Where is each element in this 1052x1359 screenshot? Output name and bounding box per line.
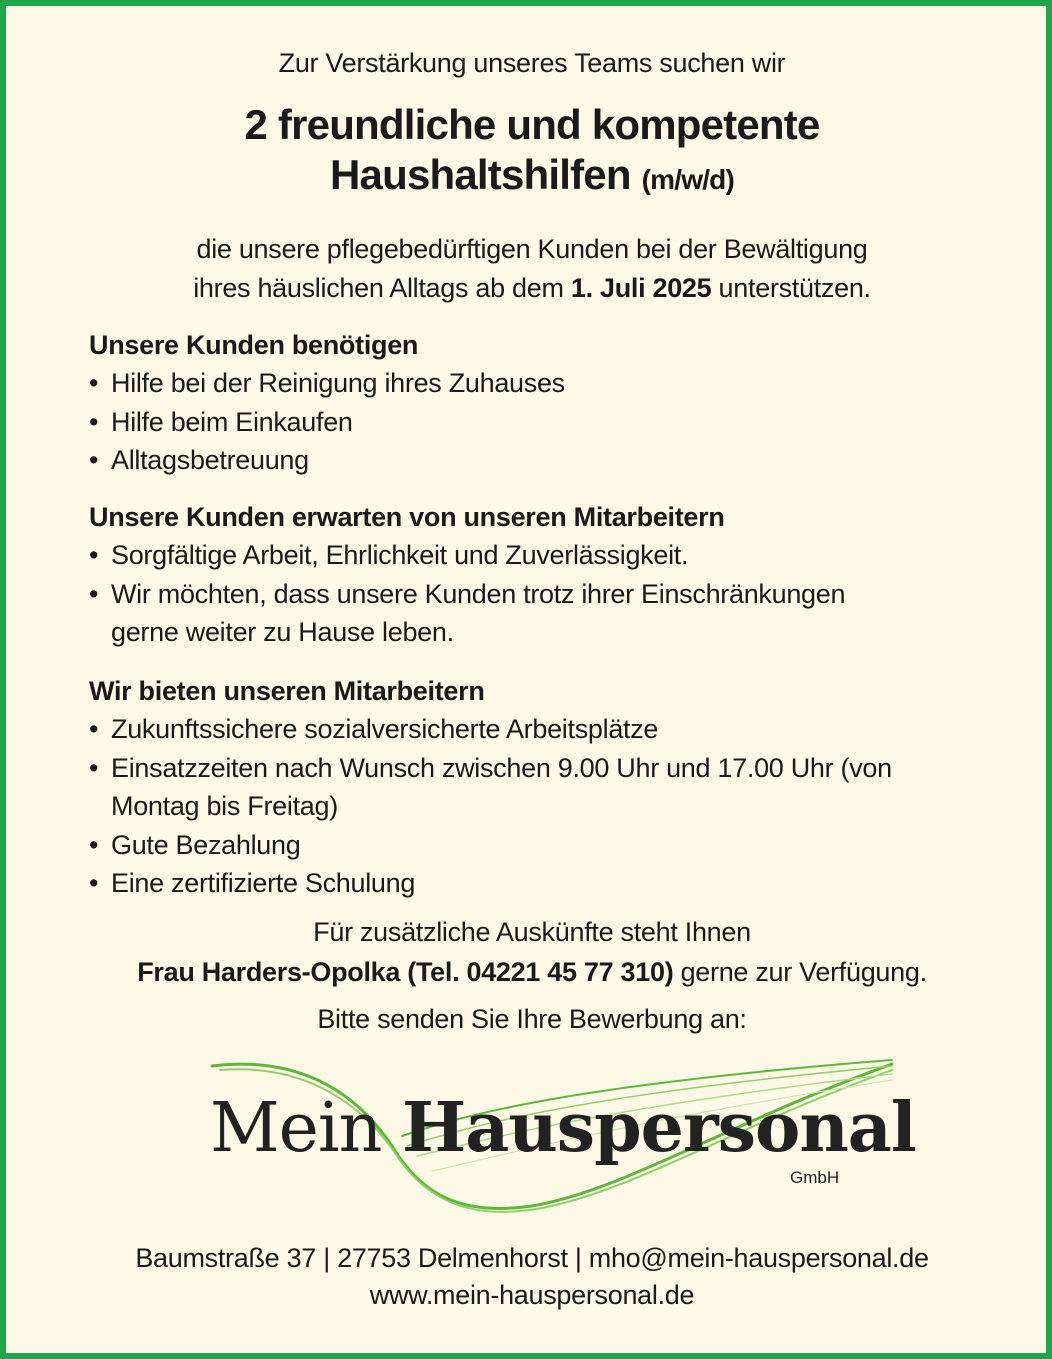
bullet-icon: • [89, 445, 99, 475]
headline [6, 100, 1052, 205]
logo-word-mein: Mein [210, 1089, 382, 1168]
contact-person: Frau Harders-Opolka (Tel. 04221 45 77 310) [137, 957, 674, 987]
section-title: Unsere Kunden benötigen [89, 330, 419, 360]
list-item: • Einsatzzeiten nach Wunsch zwischen 9.00 Uhr und 17.00 Uhr (von Montag bis Freitag) [89, 749, 901, 826]
list-item: • Wir möchten, dass unsere Kunden trotz ihrer Einschränkungen gerne weiter zu Hause leben. [89, 575, 901, 652]
bullet-icon: • [89, 578, 99, 609]
contact-line1: Für zusätzliche Auskünfte steht Ihnen [313, 917, 751, 947]
logo-gmbh: GmbH [790, 1168, 840, 1187]
contact-line2-after: gerne zur Verfügung. [673, 957, 927, 987]
bullet-list [89, 364, 989, 480]
subtext-line2-before: ihres häuslichen Alltags ab dem [193, 273, 571, 303]
subtext-line2 [6, 269, 1052, 308]
apply-text: Bitte senden Sie Ihre Bewerbung an: [317, 1004, 747, 1034]
bullet-icon: • [89, 868, 99, 898]
list-item: • Zukunftssichere sozialversicherte Arbeitsplätze [89, 710, 989, 749]
headline-line1: 2 freundliche und kompetente [244, 101, 820, 148]
subtext [6, 230, 1052, 308]
section-customer-needs [89, 326, 989, 480]
contact-line2 [6, 952, 1052, 992]
bullet-icon: • [89, 752, 99, 783]
intro-text: Zur Verstärkung unseres Teams suchen wir [278, 48, 786, 78]
bullet-icon: • [89, 714, 99, 744]
bullet-icon: • [89, 829, 99, 860]
logo-word-hauspersonal: Hauspersonal [402, 1088, 916, 1168]
list-item: • Hilfe beim Einkaufen [89, 403, 989, 442]
website-link[interactable]: www.mein-hauspersonal.de [369, 1280, 695, 1310]
headline-job-title: Haushaltshilfen [330, 151, 631, 198]
contact-info [6, 912, 1052, 992]
subtext-line2-after: unterstützen. [711, 273, 871, 303]
section-title: Wir bieten unseren Mitarbeitern [89, 676, 485, 706]
bullet-list [89, 710, 989, 903]
bullet-icon: • [89, 406, 99, 437]
list-item: • Gute Bezahlung [89, 826, 989, 865]
address-block [6, 1240, 1052, 1314]
address-line1[interactable]: Baumstraße 37 | 27753 Delmenhorst | mho@mein-hauspersonal.de [135, 1243, 929, 1273]
bullet-icon: • [89, 368, 99, 398]
headline-line2 [6, 150, 1052, 205]
list-item: • Alltagsbetreuung [89, 441, 989, 480]
list-item: • Eine zertifizierte Schulung [89, 864, 989, 903]
logo-wordmark [210, 1088, 916, 1168]
subtext-line1: die unsere pflegebedürftigen Kunden bei der Bewältigung [196, 234, 868, 264]
section-customer-expectations [89, 498, 989, 652]
bullet-icon: • [89, 540, 99, 570]
section-title: Unsere Kunden erwarten von unseren Mitarbeitern [89, 502, 725, 532]
list-item: • Hilfe bei der Reinigung ihres Zuhauses [89, 364, 989, 403]
list-item: • Sorgfältige Arbeit, Ehrlichkeit und Zuverlässigkeit. [89, 536, 989, 575]
headline-gender-suffix: (m/w/d) [641, 164, 734, 195]
start-date: 1. Juli 2025 [570, 273, 712, 303]
section-employee-benefits [89, 672, 989, 903]
bullet-list [89, 536, 989, 652]
company-logo [202, 1056, 916, 1226]
